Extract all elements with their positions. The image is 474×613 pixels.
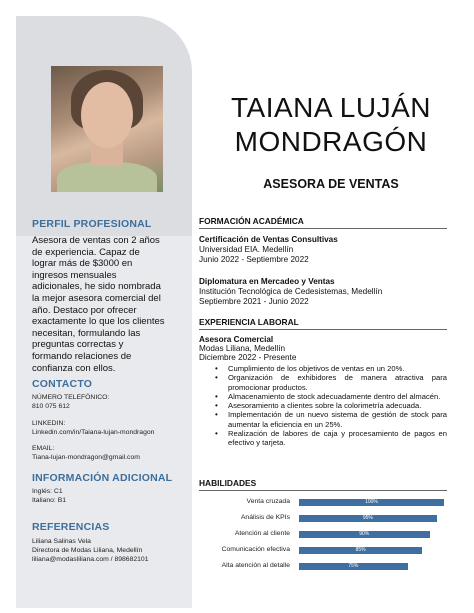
extra-info-heading: INFORMACIÓN ADICIONAL bbox=[32, 472, 173, 484]
reference-position: Directora de Modas Liliana, Medellín bbox=[32, 547, 143, 554]
references-heading: REFERENCIAS bbox=[32, 521, 110, 533]
experience-bullet: • Asesoramiento a clientes sobre la colorimetría adecuada. bbox=[199, 401, 447, 410]
experience-bullet: • Organización de exhibidores de manera atractiva para promocionar productos. bbox=[199, 373, 447, 392]
contact-heading: CONTACTO bbox=[32, 378, 93, 390]
skills-heading: HABILIDADES bbox=[199, 478, 257, 488]
experience-bullet: • Realización de labores de caja y procesamiento de pagos en efectivo y tarjeta. bbox=[199, 429, 447, 448]
skill-row bbox=[199, 561, 447, 573]
skill-percent: 95% bbox=[362, 515, 373, 521]
skill-label: Venta cruzada bbox=[246, 498, 290, 505]
name-first-line: TAIANA LUJÁN bbox=[231, 92, 431, 123]
skills-divider bbox=[199, 490, 447, 491]
skill-row bbox=[199, 513, 447, 525]
profile-heading: PERFIL PROFESIONAL bbox=[32, 218, 152, 230]
experience-bullets bbox=[199, 364, 447, 448]
phone-value: 810 075 612 bbox=[32, 403, 70, 410]
education-2-title: Diplomatura en Mercadeo y Ventas bbox=[199, 277, 335, 286]
english-level: Inglés: C1 bbox=[32, 488, 63, 495]
education-1-dates: Junio 2022 - Septiembre 2022 bbox=[199, 255, 309, 264]
education-2-dates: Septiembre 2021 - Junio 2022 bbox=[199, 297, 309, 306]
education-heading: FORMACIÓN ACADÉMICA bbox=[199, 216, 304, 226]
experience-place: Modas Liliana, Medellín bbox=[199, 344, 286, 353]
skill-percent: 100% bbox=[365, 499, 378, 505]
education-divider bbox=[199, 228, 447, 229]
skill-label: Alta atención al detalle bbox=[221, 562, 290, 569]
experience-dates: Diciembre 2022 - Presente bbox=[199, 353, 297, 362]
skill-track bbox=[299, 531, 444, 538]
email-link[interactable]: Tiana-lujan-mondragon@gmail.com bbox=[32, 454, 140, 461]
experience-bullet: • Almacenamiento de stock adecuadamente dentro del almacén. bbox=[199, 392, 447, 401]
experience-divider bbox=[199, 329, 447, 330]
reference-contact: liliana@modasliliana.com / 898682101 bbox=[32, 556, 149, 563]
skill-percent: 75% bbox=[348, 563, 359, 569]
reference-name: Liliana Salinas Vela bbox=[32, 538, 91, 545]
experience-heading: EXPERIENCIA LABORAL bbox=[199, 317, 299, 327]
skill-track bbox=[299, 515, 444, 522]
skill-row bbox=[199, 497, 447, 509]
skill-label: Comunicación efectiva bbox=[221, 546, 290, 553]
experience-bullet: • Cumplimiento de los objetivos de ventas en un 20%. bbox=[199, 364, 447, 373]
skill-track bbox=[299, 547, 444, 554]
experience-bullet: • Implementación de un nuevo sistema de gestión de stock para aumentar la eficiencia en un 25%. bbox=[199, 410, 447, 429]
skill-percent: 85% bbox=[355, 547, 366, 553]
phone-label: NÚMERO TELEFÓNICO: bbox=[32, 394, 110, 401]
education-2-place: Institución Tecnológica de Cedesistemas, Medellín bbox=[199, 287, 383, 296]
italian-level: Italiano: B1 bbox=[32, 497, 67, 504]
education-1-title: Certificación de Ventas Consultivas bbox=[199, 235, 338, 244]
skill-row bbox=[199, 529, 447, 541]
skill-row bbox=[199, 545, 447, 557]
profile-photo bbox=[51, 66, 163, 192]
profile-text: Asesora de ventas con 2 años de experiencia. Capaz de lograr más de $3000 en ingresos mensuales adicionales, he sido nombrada la mejor asesora comercial del año. Destaco por ofrecer exactamente lo que los clientes necesitan, formulando las preguntas correctas y formando relaciones de confianza con ellos. bbox=[32, 235, 165, 374]
linkedin-link[interactable]: Linkedin.com/in/Taiana-lujan-mondragon bbox=[32, 429, 155, 436]
skill-label: Atención al cliente bbox=[234, 530, 290, 537]
education-1-place: Universidad EIA. Medellín bbox=[199, 245, 294, 254]
job-title: ASESORA DE VENTAS bbox=[263, 177, 399, 191]
experience-title: Asesora Comercial bbox=[199, 335, 274, 344]
skill-percent: 90% bbox=[359, 531, 370, 537]
name-second-line: MONDRAGÓN bbox=[234, 126, 428, 157]
skill-track bbox=[299, 563, 444, 570]
skill-label: Análisis de KPIs bbox=[240, 514, 290, 521]
email-label: EMAIL: bbox=[32, 445, 55, 452]
linkedin-label: LINKEDIN: bbox=[32, 420, 66, 427]
skill-track bbox=[299, 499, 444, 506]
